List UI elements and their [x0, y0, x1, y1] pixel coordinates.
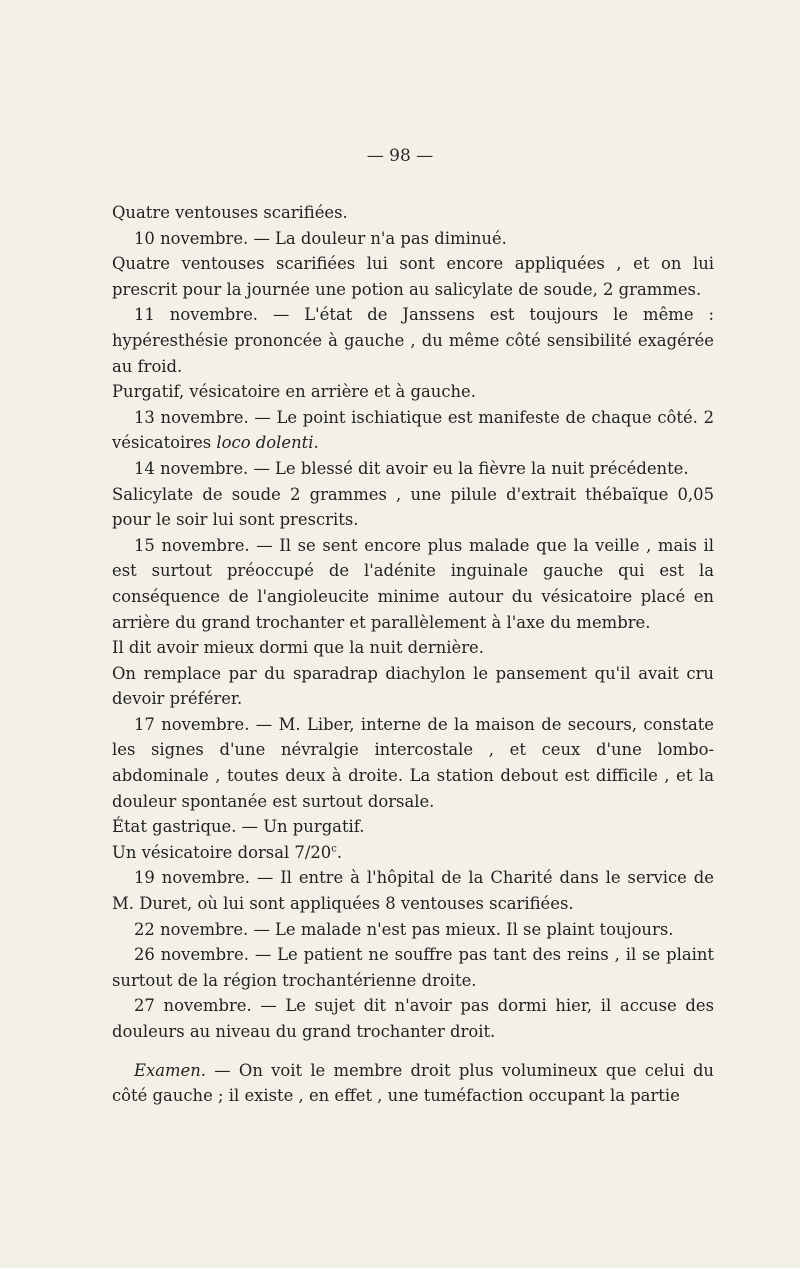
italic-text: Examen.	[134, 1060, 206, 1080]
paragraph: 14 novembre. — Le blessé dit avoir eu la fièvre la nuit précédente.	[134, 458, 689, 478]
paragraph: Salicylate de soude 2 grammes , une pilule d'extrait thébaïque 0,05 pour le soir lui sont prescrits.	[112, 484, 714, 530]
paragraph: 26 novembre. — Le patient ne souffre pas tant des reins , il se plaint surtout de la région trochantérienne droite.	[112, 945, 714, 990]
paragraph: Un vésicatoire dorsal 7/20$^c$.	[112, 842, 343, 862]
paragraph: Il dit avoir mieux dormi que la nuit dernière.	[112, 638, 484, 658]
paragraph: 22 novembre. — Le malade n'est pas mieux. Il se plaint toujours.	[134, 919, 674, 939]
paragraph: Quatre ventouses scarifiées lui sont encore appliquées , et on lui prescrit pour la journée une potion au salicylate de soude, 2 grammes.	[112, 254, 714, 299]
italic-text: loco dolenti.	[216, 433, 319, 453]
paragraph: 19 novembre. — Il entre à l'hôpital de la Charité dans le service de M. Duret, où lui sont appliquées 8 ventouses scarifiées.	[112, 868, 714, 914]
paragraph: 10 novembre. — La douleur n'a pas diminué.	[134, 228, 507, 248]
paragraph: 11 novembre. — L'état de Janssens est toujours le même : hypéresthésie prononcée à gauche , du même côté sensibilité exagérée au froid.	[112, 305, 714, 376]
paragraph: 27 novembre. — Le sujet dit n'avoir pas dormi hier, il accuse des douleurs au niveau du grand trochanter droit.	[112, 996, 714, 1041]
paragraph: 13 novembre. — Le point ischiatique est manifeste de chaque côté. 2 vésicatoires loco dolenti.	[112, 407, 714, 453]
paragraph: 15 novembre. — Il se sent encore plus malade que la veille , mais il est surtout préoccupé de l'adénite inguinale gauche qui est la conséquence de l'angioleucite minime autour du vésicatoire placé en arrière du grand trochanter et parallèlement à l'axe du membre.	[112, 535, 714, 632]
paragraph: Purgatif, vésicatoire en arrière et à gauche.	[112, 382, 476, 402]
paragraph: On remplace par du sparadrap diachylon le pansement qu'il avait cru devoir préférer.	[112, 663, 714, 709]
paragraph: État gastrique. — Un purgatif.	[112, 817, 365, 837]
superscript: c	[331, 843, 337, 855]
page-number: — 98 —	[366, 146, 434, 166]
paragraph: 17 novembre. — M. Liber, interne de la maison de secours, constate les signes d'une névralgie intercostale , et ceux d'une lombo-abdominale , toutes deux à droite. La station debout est difficile , et la douleur spontanée est surtout dorsale.	[112, 714, 714, 811]
paragraph: Quatre ventouses scarifiées.	[112, 203, 348, 222]
paragraph: Examen. — On voit le membre droit plus volumineux que celui du côté gauche ; il existe , en effet , une tuméfaction occupant la partie	[112, 1060, 714, 1106]
body-text	[112, 200, 714, 1109]
